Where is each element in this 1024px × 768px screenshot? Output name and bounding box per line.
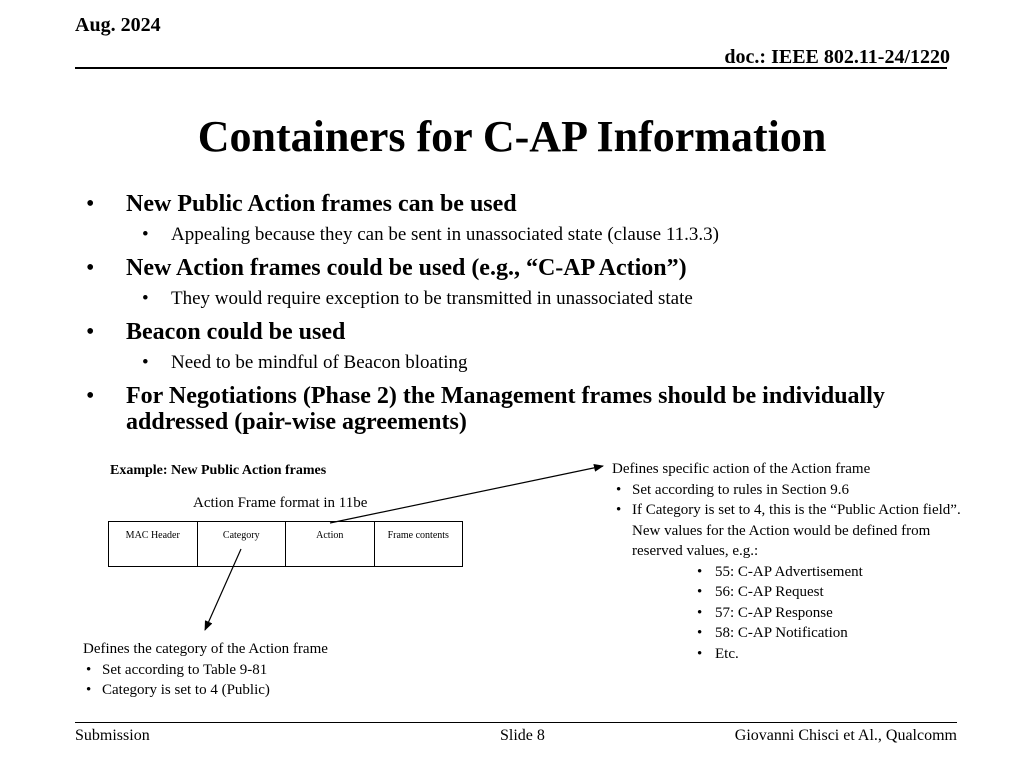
bullet-dot-icon: •	[697, 645, 703, 662]
sub-bullet-3: • Need to be mindful of Beacon bloating	[142, 352, 468, 373]
footer-author: Giovanni Chisci et Al., Qualcomm	[734, 727, 957, 744]
bullet-1: • New Public Action frames can be used	[86, 191, 517, 217]
bullet-3: • Beacon could be used	[86, 319, 346, 345]
footer-divider	[75, 722, 957, 723]
category-arrow	[205, 549, 241, 630]
sub-bullet-2: • They would require exception to be transmitted in unassociated state	[142, 288, 693, 309]
category-note-item: • Set according to Table 9-81	[83, 660, 403, 681]
bullet-dot-icon: •	[86, 319, 95, 345]
field-frame-contents: Frame contents	[387, 530, 449, 541]
header-date: Aug. 2024	[75, 14, 161, 36]
action-value-item: • 58: C-AP Notification	[612, 623, 972, 644]
footer-submission: Submission	[75, 727, 150, 744]
bullet-dot-icon: •	[86, 191, 95, 217]
action-value-item: • 57: C-AP Response	[612, 603, 972, 624]
bullet-dot-icon: •	[616, 481, 622, 498]
action-note-item: • If Category is set to 4, this is the “Public Action field”. New values for the Action would be defined from reserved values, e.g.:	[616, 502, 961, 559]
action-value-item: • 55: C-AP Advertisement	[612, 562, 972, 583]
bullet-dot-icon: •	[142, 352, 149, 373]
action-note-item: • Set according to rules in Section 9.6	[612, 480, 972, 501]
frame-format-caption: Action Frame format in 11be	[193, 495, 368, 511]
bullet-dot-icon: •	[86, 383, 95, 409]
example-label: Example: New Public Action frames	[110, 463, 327, 478]
bullet-dot-icon: •	[616, 502, 622, 518]
category-note-item: • Category is set to 4 (Public)	[83, 680, 403, 701]
slide-title: Containers for C-AP Information	[197, 112, 827, 161]
action-note-heading: Defines specific action of the Action frame	[612, 461, 871, 477]
bullet-2: • New Action frames could be used (e.g., “C-AP Action”)	[86, 255, 687, 281]
bullet-dot-icon: •	[142, 224, 149, 245]
field-action: Action	[286, 522, 375, 566]
field-mac-header: MAC Header	[109, 522, 198, 566]
bullet-dot-icon: •	[86, 682, 92, 698]
sub-bullet-1: • Appealing because they can be sent in unassociated state (clause 11.3.3)	[142, 224, 719, 245]
action-arrow	[330, 466, 603, 523]
bullet-dot-icon: •	[86, 661, 92, 678]
action-value-item: • 56: C-AP Request	[612, 582, 972, 603]
bullet-dot-icon: •	[697, 584, 703, 600]
footer-slide-number: Slide 8	[500, 727, 545, 744]
field-category: Category	[198, 522, 287, 566]
bullet-dot-icon: •	[697, 625, 703, 641]
header-doc-id: doc.: IEEE 802.11-24/1220	[724, 46, 950, 68]
bullet-dot-icon: •	[697, 563, 703, 580]
bullet-dot-icon: •	[86, 255, 95, 281]
bullet-dot-icon: •	[697, 604, 703, 621]
bullet-4: • For Negotiations (Phase 2) the Management frames should be individually addressed (pair-wise agreements)	[86, 383, 885, 435]
bullet-dot-icon: •	[142, 288, 149, 309]
category-note-heading: Defines the category of the Action frame	[83, 641, 328, 657]
action-value-item: • Etc.	[612, 644, 972, 665]
